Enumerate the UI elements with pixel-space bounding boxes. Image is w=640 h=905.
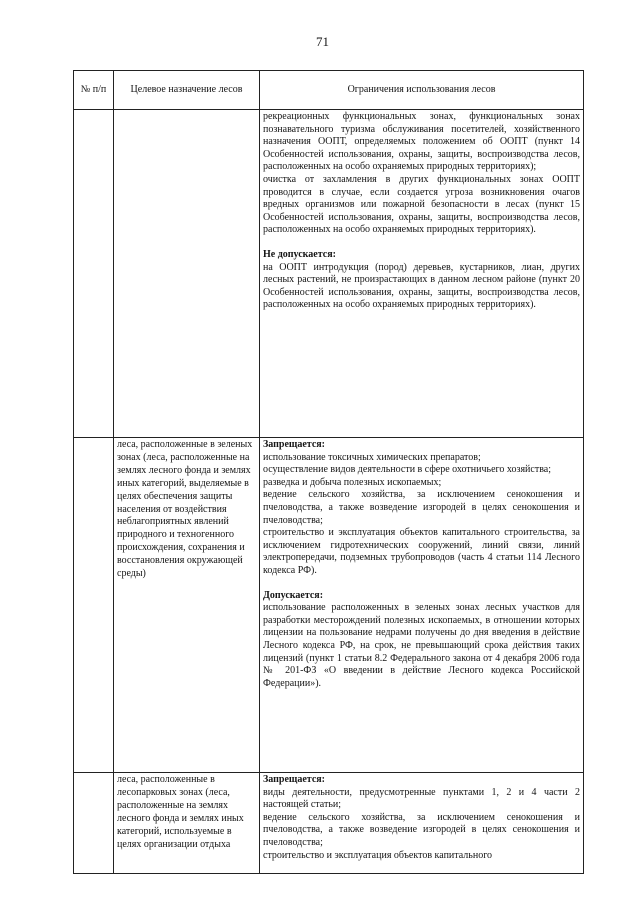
section-label-prohibited: Запрещается:: [263, 439, 326, 450]
table-header-row: [74, 71, 584, 110]
restriction-text: использование токсичных химических препаратов;: [263, 451, 481, 463]
header-number: № п/п: [74, 71, 114, 110]
header-purpose: Целевое назначение лесов: [114, 71, 260, 110]
restriction-text: ведение сельского хозяйства, за исключением сенокошения и пчеловодства, а также возведение изгородей в целях сенокошения и пчеловодства;: [263, 489, 580, 526]
restriction-text: на ООПТ интродукция (пород) деревьев, кустарников, лиан, других лесных растений, не произрастающих в данном лесном районе (пункт 20 Особенностей использования, охраны, защиты, воспроизводства лесов, расположенных на особо охраняемых природных территориях).: [263, 261, 580, 311]
restriction-text: использование расположенных в зеленых зонах лесных участков для разработки месторождений полезных ископаемых, в отношении которых лицензии на пользование недрами получены до дня введения в действие Лесного кодекса РФ, на срок, не превышающий срока действия таких лицензий (пункт 1 статьи 8.2 Федерального закона от 4 декабря 2006 года № 201-ФЗ «О введении в действие Лесного кодекса Российской Федерации»).: [263, 602, 580, 689]
row-number-cell: [74, 438, 114, 773]
table-row: [74, 438, 584, 773]
table-row: [74, 110, 584, 438]
forest-restrictions-table: [73, 70, 584, 874]
purpose-cell: леса, расположенные в лесопарковых зонах (леса, расположенные на землях лесного фонда и землях иных категорий, используемые в целях организации отдыха: [114, 773, 260, 874]
restriction-text: виды деятельности, предусмотренные пунктами 1, 2 и 4 части 2 настоящей статьи;: [263, 786, 580, 811]
section-label-not-allowed: Не допускается:: [263, 248, 336, 260]
restrictions-cell: [260, 438, 584, 773]
table-row: [74, 773, 584, 874]
purpose-cell: [114, 110, 260, 438]
restriction-text: разведка и добыча полезных ископаемых;: [263, 476, 442, 488]
row-number-cell: [74, 773, 114, 874]
restriction-text: ведение сельского хозяйства, за исключением сенокошения и пчеловодства, а также возведение изгородей в целях сенокошения и пчеловодства;: [263, 811, 580, 848]
restrictions-cell: [260, 773, 584, 874]
purpose-cell: леса, расположенные в зеленых зонах (леса, расположенные на землях лесного фонда и землях иных категорий, выделяемые в целях обеспечения защиты населения от воздействия неблагоприятных явлений природного и техногенного происхождения, сохранения и восстановления окружающей среды): [114, 438, 260, 773]
restriction-text: осуществление видов деятельности в сфере охотничьего хозяйства;: [263, 464, 552, 476]
section-label-prohibited: Запрещается:: [263, 774, 326, 785]
page-number: 71: [316, 34, 329, 49]
row-number-cell: [74, 110, 114, 438]
restriction-text: очистка от захламления в других функциональных зонах ООПТ проводится в случае, если создается угроза возникновения очагов вредных организмов или пожарной безопасности в лесах (пункт 15 Особенностей использования, охраны, защиты, воспроизводства лесов, расположенных на особо охраняемых природных территориях).: [263, 173, 580, 236]
restrictions-cell: [260, 110, 584, 438]
section-label-allowed: Допускается:: [263, 589, 324, 601]
header-restrictions: Ограничения использования лесов: [260, 71, 584, 110]
restriction-text: строительство и эксплуатация объектов капитального строительства, за исключением гидротехнических сооружений, линий связи, линий электропередачи, подземных трубопроводов (часть 4 статьи 114 Лесного кодекса РФ).: [263, 527, 580, 576]
restriction-text: строительство и эксплуатация объектов капитального: [263, 849, 493, 861]
restriction-text: рекреационных функциональных зонах, функциональных зонах познавательного туризма обслуживания посетителей, хозяйственного назначения ООПТ, определяемых положением об ООПТ (пункт 14 Особенностей использования, охраны, защиты, воспроизводства лесов, расположенных на особо охраняемых природных территориях);: [263, 111, 580, 173]
